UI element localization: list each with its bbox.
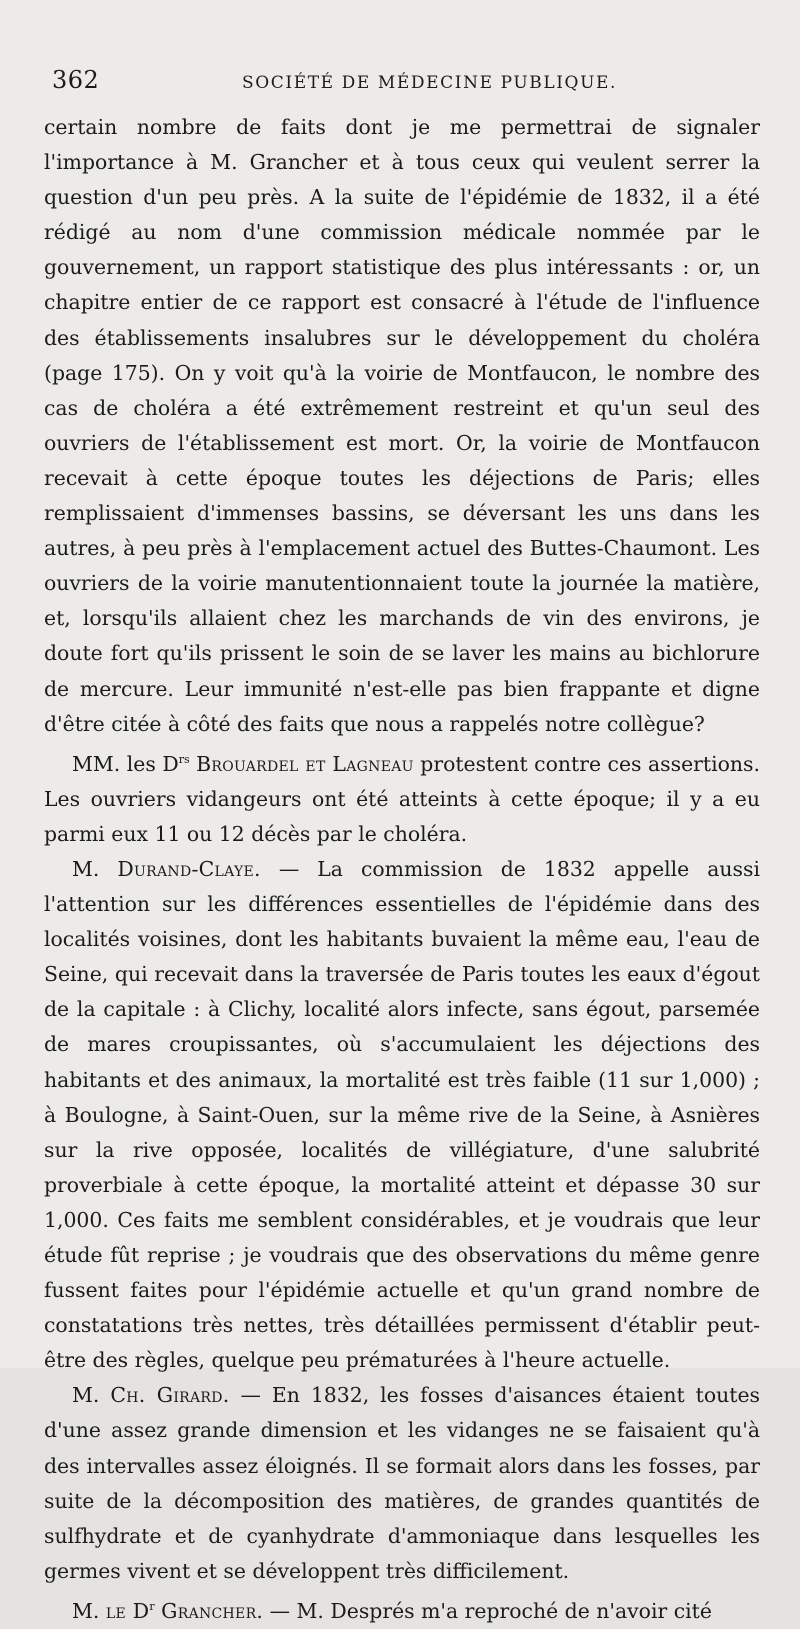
speaker-names-2: Grancher. bbox=[161, 1598, 264, 1623]
speaker-prefix: MM. les D bbox=[72, 751, 179, 776]
speaker-names: le D bbox=[105, 1598, 150, 1623]
body-text bbox=[44, 110, 760, 1629]
paragraph-durand-claye bbox=[44, 852, 760, 1378]
speaker-names: Durand-Claye. bbox=[117, 856, 261, 881]
page-header bbox=[44, 66, 760, 106]
paragraph-continuation bbox=[44, 110, 760, 742]
speaker-prefix: M. bbox=[72, 1598, 106, 1623]
speaker-names: Ch. Girard. bbox=[110, 1383, 230, 1408]
paragraph-grancher bbox=[44, 1589, 760, 1629]
paragraph-text: protestent contre ces assertions. Les ouvriers vidangeurs ont été atteints à cette époque; il y a eu parmi eux 11 ou 12 décès par le choléra. bbox=[44, 751, 760, 846]
speaker-title-superscript: rs bbox=[178, 752, 190, 766]
page-number: 362 bbox=[52, 66, 100, 94]
speaker-prefix: M. bbox=[72, 856, 118, 881]
paragraph-text: — La commission de 1832 appelle aussi l'attention sur les différences essentielles de l'épidémie dans des localités voisines, dont les habitants buvaient la même eau, l'eau de Seine, qui recevait dans la traversée de Paris toutes les eaux d'égout de la capitale : à Clichy, localité alors infecte, sans égout, parsemée de mares croupissantes, où s'accumulaient les déjections des habitants et des animaux, la mortalité est très faible (11 sur 1,000) ; à Boulogne, à Saint-Ouen, sur la même rive de la Seine, à Asnières sur la rive opposée, localités de villégiature, d'une salubrité proverbiale à cette époque, la mortalité atteint et dépasse 30 sur 1,000. Ces faits me semblent considérables, et je voudrais que leur étude fût reprise ; je voudrais que des observations du même genre fussent faites pour l'épidémie actuelle et qu'un grand nombre de constatations très nettes, très détaillées permissent d'établir peut-être des règles, quelque peu prématurées à l'heure actuelle. bbox=[44, 856, 760, 1373]
speaker-title-superscript: r bbox=[149, 1599, 155, 1613]
paragraph-girard bbox=[44, 1378, 760, 1589]
paragraph-text: certain nombre de faits dont je me permettrai de signaler l'importance à M. Grancher et à tous ceux qui veulent serrer la question d'un peu près. A la suite de l'épidémie de 1832, il a été rédigé au nom d'une commission médicale nommée par le gouvernement, un rapport statistique des plus intéressants : or, un chapitre entier de ce rapport est consacré à l'étude de l'influence des établissements insalubres sur le développement du choléra (page 175). On y voit qu'à la voirie de Montfaucon, le nombre des cas de choléra a été extrêmement restreint et qu'un seul des ouvriers de l'établissement est mort. Or, la voirie de Montfaucon recevait à cette époque toutes les déjections de Paris; elles remplissaient d'immenses bassins, se déversant les uns dans les autres, à peu près à l'emplacement actuel des Buttes-Chaumont. Les ouvriers de la voirie manutentionnaient toute la journée la matière, et, lorsqu'ils allaient chez les marchands de vin des environs, je doute fort qu'ils prissent le soin de se laver les mains au bichlorure de mercure. Leur immunité n'est-elle pas bien frappante et digne d'être citée à côté des faits que nous a rappelés notre collègue? bbox=[44, 115, 760, 736]
running-title: SOCIÉTÉ DE MÉDECINE PUBLIQUE. bbox=[242, 73, 618, 93]
speaker-prefix: M. bbox=[72, 1383, 111, 1408]
paragraph-text: — En 1832, les fosses d'aisances étaient toutes d'une assez grande dimension et les vidanges ne se faisaient qu'à des intervalles assez éloignés. Il se formait alors dans les fosses, par suite de la décomposition des matières, de grandes quantités de sulfhydrate et de cyanhydrate d'ammoniaque dans lesquelles les germes vivent et se développent très difficilement. bbox=[44, 1383, 760, 1583]
speaker-names: Brouardel et Lagneau bbox=[196, 751, 414, 776]
paragraph-brouardel-lagneau bbox=[44, 742, 760, 852]
paragraph-text: — M. Després m'a reproché de n'avoir cité bbox=[263, 1598, 712, 1623]
